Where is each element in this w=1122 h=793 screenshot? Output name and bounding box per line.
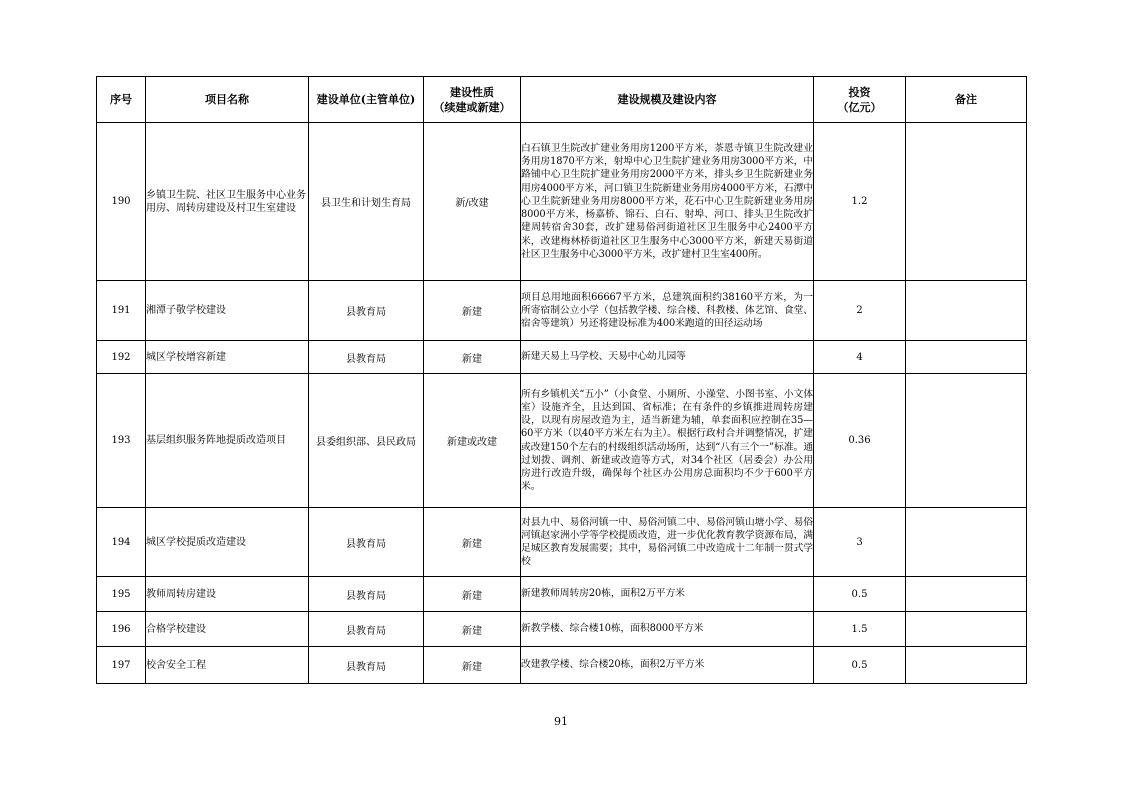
cell-unit: 县教育局 (309, 341, 424, 374)
header-invest-line2: （亿元） (837, 100, 882, 114)
cell-remark (906, 612, 1027, 647)
cell-nature: 新建 (424, 612, 521, 647)
header-nature-line1: 建设性质 (450, 85, 494, 99)
cell-unit: 县教育局 (309, 647, 424, 684)
cell-nature: 新建 (424, 281, 521, 341)
cell-remark (906, 508, 1027, 577)
cell-unit: 县委组织部、县民政局 (309, 374, 424, 508)
cell-invest: 3 (814, 508, 906, 577)
cell-remark (906, 123, 1027, 281)
cell-seq: 191 (97, 281, 146, 341)
header-project-name: 项目名称 (146, 77, 309, 123)
cell-remark (906, 281, 1027, 341)
cell-project-name: 教师周转房建设 (146, 577, 309, 612)
header-row (97, 77, 1027, 123)
table-row (97, 123, 1027, 281)
cell-scope: 所有乡镇机关“五小”（小食堂、小厕所、小澡堂、小图书室、小文体室）设施齐全，且达到国、省标准；在有条件的乡镇推进周转房建设，以现有房屋改造为主，适当新建为辅，单套面积应控制在35—60平方米（以40平方米左右为主）。根据行政村合并调整情况，扩建或改建150个左右的村级组织活动场所，达到“八有三个一”标准。通过划拨、调剂、新建或改造等方式，对34个社区（居委会）办公用房进行改造升级，确保每个社区办公用房总面积均不少于600平方米。 (521, 374, 814, 508)
cell-invest: 0.5 (814, 577, 906, 612)
cell-project-name: 基层组织服务阵地提质改造项目 (146, 374, 309, 508)
cell-invest: 4 (814, 341, 906, 374)
table-row (97, 508, 1027, 577)
table-row (97, 341, 1027, 374)
cell-seq: 195 (97, 577, 146, 612)
cell-nature: 新建 (424, 647, 521, 684)
project-table (96, 76, 1027, 684)
cell-project-name: 湘潭子敬学校建设 (146, 281, 309, 341)
cell-scope: 对县九中、易俗河镇一中、易俗河镇二中、易俗河镇山塘小学、易俗河镇赵家洲小学等学校提质改造，进一步优化教育教学资源布局，满足城区教育发展需要；其中，易俗河镇二中改造成十二年制一贯式学校 (521, 508, 814, 577)
cell-scope: 新教学楼、综合楼10栋，面积8000平方米 (521, 612, 814, 647)
cell-scope: 新建教师周转房20栋，面积2万平方米 (521, 577, 814, 612)
cell-seq: 194 (97, 508, 146, 577)
table-row (97, 647, 1027, 684)
page-number: 91 (554, 715, 568, 728)
cell-remark (906, 647, 1027, 684)
cell-project-name: 城区学校增容新建 (146, 341, 309, 374)
cell-project-name: 乡镇卫生院、社区卫生服务中心业务用房、周转房建设及村卫生室建设 (146, 123, 309, 281)
header-invest-line1: 投资 (848, 85, 871, 99)
table-row (97, 577, 1027, 612)
header-nature-line2: （续建或新建） (433, 100, 511, 114)
cell-unit: 县教育局 (309, 612, 424, 647)
cell-nature: 新建 (424, 577, 521, 612)
cell-invest: 2 (814, 281, 906, 341)
cell-remark (906, 577, 1027, 612)
cell-nature: 新建 (424, 508, 521, 577)
table-row (97, 281, 1027, 341)
header-nature (424, 77, 521, 123)
cell-scope: 新建天易上马学校、天易中心幼儿园等 (521, 341, 814, 374)
header-invest (814, 77, 906, 123)
cell-scope: 改建教学楼、综合楼20栋，面积2万平方米 (521, 647, 814, 684)
cell-nature: 新建或改建 (424, 374, 521, 508)
table-row (97, 374, 1027, 508)
header-unit: 建设单位(主管单位) (309, 77, 424, 123)
cell-seq: 193 (97, 374, 146, 508)
cell-invest: 1.5 (814, 612, 906, 647)
cell-seq: 196 (97, 612, 146, 647)
cell-seq: 190 (97, 123, 146, 281)
cell-remark (906, 374, 1027, 508)
header-remark: 备注 (906, 77, 1027, 123)
cell-unit: 县教育局 (309, 281, 424, 341)
cell-seq: 197 (97, 647, 146, 684)
cell-scope: 白石镇卫生院改扩建业务用房1200平方米，茶恩寺镇卫生院改建业务用房1870平方米，射埠中心卫生院扩建业务用房3000平方米，中路铺中心卫生院扩建业务用房2000平方米，排头乡卫生院新建业务用房4000平方米，河口镇卫生院新建业务用房4000平方米，石潭中心卫生院新建业务用房8000平方米，花石中心卫生院新建业务用房8000平方米，杨嘉桥、锦石、白石、射埠、河口、排头卫生院改扩建周转宿舍30套，改扩建易俗河街道社区卫生服务中心2400平方米，改建梅林桥街道社区卫生服务中心3000平方米，新建天易街道社区卫生服务中心3000平方米，改扩建村卫生室400所。 (521, 123, 814, 281)
cell-invest: 1.2 (814, 123, 906, 281)
cell-nature: 新建 (424, 341, 521, 374)
cell-remark (906, 341, 1027, 374)
cell-unit: 县教育局 (309, 508, 424, 577)
header-scope: 建设规模及建设内容 (521, 77, 814, 123)
cell-invest: 0.36 (814, 374, 906, 508)
cell-project-name: 合格学校建设 (146, 612, 309, 647)
table-row (97, 612, 1027, 647)
cell-invest: 0.5 (814, 647, 906, 684)
cell-seq: 192 (97, 341, 146, 374)
cell-project-name: 城区学校提质改造建设 (146, 508, 309, 577)
header-seq: 序号 (97, 77, 146, 123)
cell-scope: 项目总用地面积66667平方米，总建筑面积约38160平方米，为一所寄宿制公立小学（包括教学楼、综合楼、科教楼、体艺馆、食堂、宿舍等建筑）另还将建设标准为400米跑道的田径运动场 (521, 281, 814, 341)
cell-nature: 新/改建 (424, 123, 521, 281)
cell-unit: 县卫生和计划生育局 (309, 123, 424, 281)
cell-unit: 县教育局 (309, 577, 424, 612)
cell-project-name: 校舍安全工程 (146, 647, 309, 684)
